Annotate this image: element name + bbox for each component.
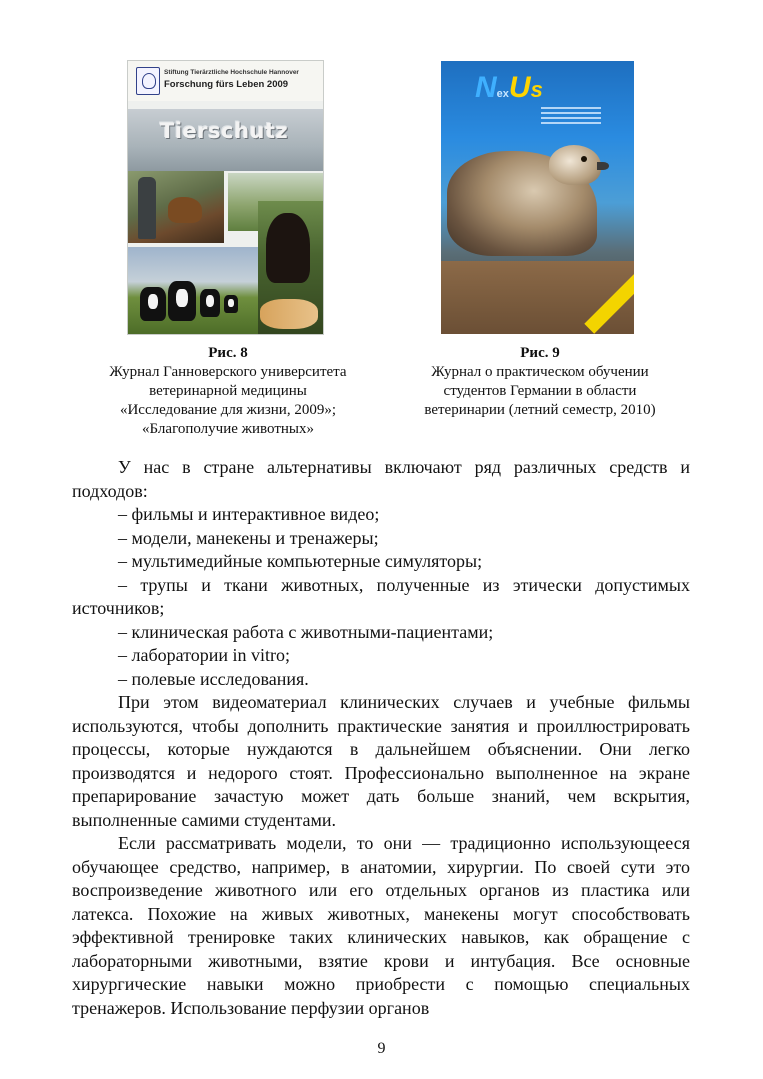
university-crest-icon xyxy=(136,67,160,95)
caption-line: студентов Германии в области xyxy=(443,383,637,399)
figure-8-label: Рис. 8 xyxy=(208,345,248,361)
list-item: – клиническая работа с животными-пациентами; xyxy=(118,621,494,642)
figure-9-label: Рис. 9 xyxy=(520,345,560,361)
hawk-eye xyxy=(581,156,587,162)
list-item: – лаборатории in vitro; xyxy=(118,645,291,665)
body-text xyxy=(72,456,690,1020)
cover-main-title: Tierschutz xyxy=(160,119,289,143)
caption-line: ветеринарной медицины xyxy=(149,383,307,399)
cover-contents-lines xyxy=(541,107,601,127)
nexus-logo xyxy=(475,71,543,105)
logo-n: N xyxy=(475,71,497,104)
caption-line: ветеринарии (летний семестр, 2010) xyxy=(424,402,656,418)
hawk-beak xyxy=(597,162,609,170)
wooden-table xyxy=(441,261,634,334)
video-paragraph: При этом видеоматериал клинических случаев и учебные фильмы используются, чтобы дополнить практические занятия и проиллюстрировать процессы, которые нуждаются в дальнейшем объяснении. Они легко производятся и недорого стоят. Профессионально выполненное на экране препарирование зачастую может дать больше знаний, чем вскрытия, выполненные самими студентами. xyxy=(72,692,690,830)
photo-man-with-dog xyxy=(128,171,224,243)
caption-line: Журнал о практическом обучении xyxy=(431,364,649,380)
intro-paragraph: У нас в стране альтернативы включают ряд различных средств и подходов: xyxy=(72,457,690,501)
models-paragraph: Если рассматривать модели, то они — традиционно использующееся обучающее средство, например, в анатомии, хирургии. По своей сути это воспроизведение животного или его отдельных органов из пластика или латекса. Похожие на живых животных, манекены могут способствовать эффективной тренировке таких клинических навыков, как обращение с лабораторными животными, взятие крови и интубация. Все основные хирургические навыки можно приобрести с помощью специальных тренажеров. Использование перфузии органов xyxy=(72,833,690,1018)
dog-figure xyxy=(168,197,202,223)
logo-s: s xyxy=(530,77,543,102)
figure-9-cover-image xyxy=(441,61,634,334)
logo-u: U xyxy=(508,71,531,104)
figure-8-cover-image xyxy=(128,61,323,334)
list-item: – трупы и ткани животных, полученные из этически допустимых источников; xyxy=(72,574,690,618)
list-item: – полевые исследования. xyxy=(118,668,309,689)
cover-series-title: Forschung fürs Leben 2009 xyxy=(164,79,289,90)
list-item: – фильмы и интерактивное видео; xyxy=(118,504,380,524)
horse-figure xyxy=(266,213,310,283)
cow-figure xyxy=(224,295,238,313)
caption-line: Журнал Ганноверского университета xyxy=(109,364,347,380)
puppy-figure xyxy=(260,299,318,329)
cow-figure xyxy=(200,289,220,317)
hawk-head xyxy=(549,145,601,185)
photo-horse-and-puppy xyxy=(258,201,323,334)
figure-8-caption xyxy=(78,344,378,439)
cover-institution: Stiftung Tierärztliche Hochschule Hannover xyxy=(164,69,299,76)
list-item: – мультимедийные компьютерные симуляторы; xyxy=(118,551,483,571)
cow-figure xyxy=(140,287,166,321)
page-number: 9 xyxy=(377,1040,386,1057)
man-figure xyxy=(138,177,156,239)
list-item: – модели, манекены и тренажеры; xyxy=(118,527,379,548)
caption-line: «Благополучие животных» xyxy=(142,421,314,437)
photo-cows xyxy=(128,247,258,334)
figure-9-caption xyxy=(390,344,690,420)
logo-ex: ex xyxy=(496,88,509,100)
cow-figure xyxy=(168,281,196,321)
caption-line: «Исследование для жизни, 2009»; xyxy=(119,402,337,418)
